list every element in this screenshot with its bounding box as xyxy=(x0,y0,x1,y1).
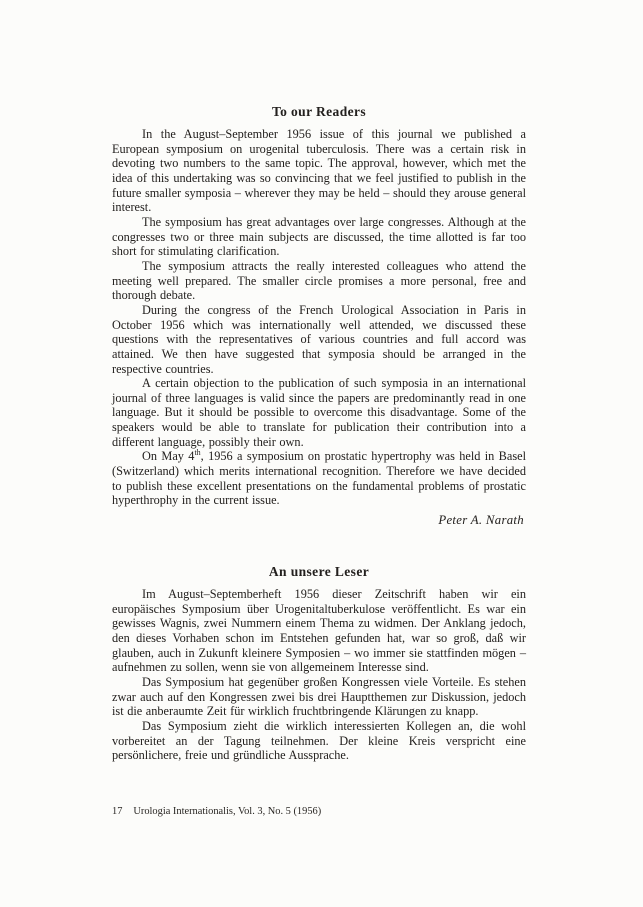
section-heading-german: An unsere Leser xyxy=(268,564,370,580)
footer-journal-reference xyxy=(112,805,321,818)
paragraph-english-5: A certain objection to the publication of such symposia in an international journal of three languages is valid since the papers are predominantly read in one language. But it should be possible to overcome this disadvantage. Some of the speakers would be able to translate for publication their contribution into a different language, possibly their own. xyxy=(112,376,526,449)
paragraph-english-1: In the August–September 1956 issue of this journal we published a European symposium on urogenital tuberculosis. There was a certain risk in devoting two numbers to the same topic. The approval, however, which met the idea of this undertaking was so convincing that we feel justified to publish in the future smaller symposia – wherever they may be held – should they arouse general interest. xyxy=(112,127,526,215)
paragraph-german-2: Das Symposium hat gegenüber großen Kongressen viele Vorteile. Es stehen zwar auch auf den Kongressen zwei bis drei Hauptthemen zur Diskussion, jedoch ist die anberaumte Zeit für wirklich fruchtbringende Klärungen zu knapp. xyxy=(112,675,526,719)
paragraph-english-3: The symposium attracts the really interested colleagues who attend the meeting well prepared. The smaller circle promises a more personal, free and thorough debate. xyxy=(112,258,526,303)
footer-number: 17 xyxy=(112,806,123,817)
paragraph-english-6-text-continued: , 1956 a symposium on prostatic hypertrophy was held in Basel (Switzerland) which merits international recognition. Therefore we have decided to publish these excellent presentations on the fundamental problems of prostatic hyperthrophy in the current issue. xyxy=(112,449,526,508)
text-block xyxy=(112,0,526,763)
paragraph-english-2: The symposium has great advantages over large congresses. Although at the congresses two or three main subjects are discussed, the time allotted is far too short for stimulating clarification. xyxy=(112,214,526,259)
author-signature: Peter A. Narath xyxy=(438,513,524,528)
paragraph-german-1: Im August–Septemberheft 1956 dieser Zeitschrift haben wir ein europäisches Symposium über Urogenitaltuberkulose veröffentlicht. Es war ein gewisses Wagnis, zwei Nummern einem Thema zu widmen. Der Anklang jedoch, den dieses Vorhaben schon im Entstehen gefunden hat, war so groß, daß wir glauben, auch in Zukunft kleinere Symposien – wo immer sie stattfinden mögen – aufnehmen zu sollen, wenn sie von allgemeinem Interesse sind. xyxy=(112,587,526,675)
paragraph-german-3: Das Symposium zieht die wirklich interessierten Kollegen an, die wohl vorbereitet an der Tagung teilnehmen. Der kleine Kreis verspricht eine persönlichere, freie und gründliche Aussprache. xyxy=(112,718,526,763)
footer-citation: Urologia Internationalis, Vol. 3, No. 5 (1956) xyxy=(133,806,322,817)
paragraph-english-6-text: On May 4 xyxy=(142,449,195,464)
paragraph-english-6 xyxy=(112,449,526,508)
section-heading-english: To our Readers xyxy=(271,104,367,119)
ordinal-superscript: th xyxy=(194,448,201,458)
paragraph-english-4: During the congress of the French Urological Association in Paris in October 1956 which was internationally well attended, we discussed these questions with the representatives of various countries and full accord was attained. We then have suggested that symposia should be arranged in the respective countries. xyxy=(112,302,526,376)
